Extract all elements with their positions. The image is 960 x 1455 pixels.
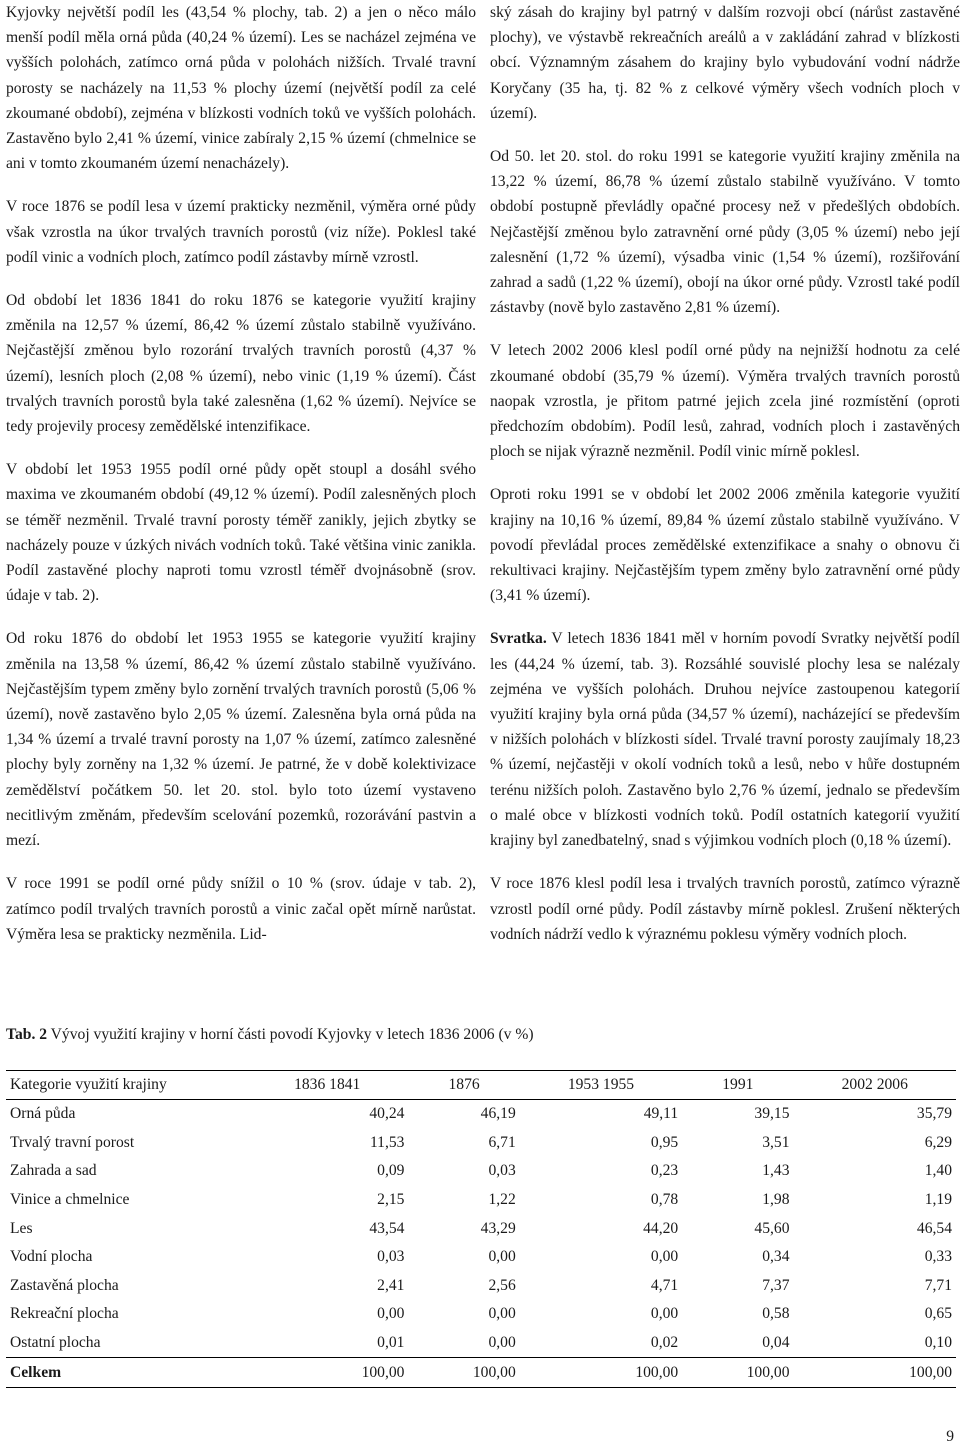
value-cell: 1,19 bbox=[924, 1191, 952, 1209]
value-cell: 1,22 bbox=[488, 1191, 516, 1209]
value-cell: 0,03 bbox=[377, 1248, 405, 1266]
value-cell: 0,01 bbox=[377, 1334, 405, 1352]
value-cell: 2,56 bbox=[488, 1276, 516, 1294]
category-cell: Orná půda bbox=[10, 1105, 76, 1123]
value-cell: 2,41 bbox=[377, 1276, 405, 1294]
table-row bbox=[6, 1100, 956, 1129]
land-use-table bbox=[6, 1070, 956, 1388]
category-cell: Vinice a chmelnice bbox=[10, 1191, 130, 1209]
table-row bbox=[6, 1329, 956, 1358]
value-cell: 11,53 bbox=[369, 1133, 405, 1151]
category-cell: Celkem bbox=[6, 1358, 246, 1388]
paragraph: Od roku 1876 do období let 1953 1955 se kategorie využití krajiny změnila na 13,58 % území, 86,42 % území zůstalo stabilně využíváno. Nejčastějším typem změny bylo zornění trvalých travních porostů (5,06 % území), nově zastavěno bylo 2,05 % území. Zalesněna byla orná půda na 1,34 % území a trvalé travní porosty na 1,07 % území, zatímco zalesněné plochy byly zorněny na 1,32 % území. Je patrné, že v době kolektivizace zemědělství počátkem 50. let 20. stol. bylo toto území vystaveno necitlivým změnám, především scelování pozemků, rozorávání pastvin a mezí. bbox=[6, 630, 476, 850]
category-cell: Zahrada a sad bbox=[10, 1162, 97, 1180]
value-cell: 100,00 bbox=[794, 1358, 957, 1388]
value-cell: 35,79 bbox=[916, 1105, 952, 1123]
paragraph: V roce 1876 se podíl lesa v území prakticky nezměnil, výměra orné půdy však vzrostla na úkor trvalých travních porostů (viz níže). Poklesl také podíl vinic a vodních ploch, zatímco podíl zástavby mírně vzrostl. bbox=[6, 198, 476, 266]
value-cell: 45,60 bbox=[754, 1219, 790, 1237]
value-cell: 0,00 bbox=[488, 1248, 516, 1266]
column-header: 2002 2006 bbox=[794, 1071, 957, 1100]
column-header: 1991 bbox=[682, 1071, 793, 1100]
value-cell: 1,43 bbox=[762, 1162, 790, 1180]
value-cell: 0,00 bbox=[650, 1305, 679, 1323]
value-cell: 0,00 bbox=[488, 1334, 516, 1352]
paragraph-text: V letech 1836 1841 měl v horním povodí Svratky největší podíl les (44,24 % území, tab. 3). Rozsáhlé souvislé plochy lesa se nalézaly zejména ve vyšších polohách. Druhou nejvíce zastoupenou kategorií využití krajiny byla orná půda (34,57 % území), nacházející se především v nižších polohách v blízkosti sídel. Trvalé travní porosty zaujímaly 18,23 % území, nejčastěji v okolí vodních toků a lesů, nebo v hůře dostupném terénu nižších poloh. Zastavěno bylo 2,76 % území, jednalo se především o malé obce v blízkosti vodních toků. Podíl ostatních kategorií využití krajiny byl zanedbatelný, snad s výjimkou vodních ploch (0,18 % území). bbox=[490, 630, 960, 850]
column-header: 1953 1955 bbox=[520, 1071, 682, 1100]
value-cell: 100,00 bbox=[408, 1358, 519, 1388]
value-cell: 4,71 bbox=[650, 1276, 679, 1294]
table-row bbox=[6, 1300, 956, 1329]
left-column bbox=[6, 0, 476, 965]
value-cell: 2,15 bbox=[377, 1191, 405, 1209]
paragraph: V roce 1876 klesl podíl lesa i trvalých travních porostů, zatímco výrazně vzrostl podíl orné půdy. Podíl zástavby mírně poklesl. Zrušení některých vodních nádrží vedlo k výraznému poklesu výměry vodních ploch. bbox=[490, 875, 960, 943]
paragraph: V letech 2002 2006 klesl podíl orné půdy na nejnižší hodnotu za celé zkoumané období (35,79 % území). Výměra trvalých travních porostů naopak vzrostla, je přitom patrné jejich zcela jiné rozmístění (oproti předchozím obdobím). Podíl lesů, zahrad, vodních ploch i zastavěných ploch se nijak výrazně nezměnil. Podíl vinic mírně poklesl. bbox=[490, 342, 960, 461]
category-cell: Zastavěná plocha bbox=[10, 1276, 119, 1294]
value-cell: 0,95 bbox=[650, 1133, 679, 1151]
two-column-body bbox=[6, 0, 960, 965]
paragraph: V období let 1953 1955 podíl orné půdy opět stoupl a dosáhl svého maxima ve zkoumaném období (49,12 % území). Podíl zalesněných ploch se téměř nezměnil. Trvalé travní porosty téměř zanikly, jejich zbytky se nacházely pouze v úzkých nivách vodních toků. Také většina vinic zanikla. Podíl zastavěné plochy naproti tomu vzrostl téměř dvojnásobně (srov. údaje v tab. 2). bbox=[6, 461, 476, 605]
value-cell: 0,78 bbox=[650, 1191, 679, 1209]
value-cell: 46,19 bbox=[480, 1105, 516, 1123]
table-row bbox=[6, 1186, 956, 1215]
table-caption-text: Vývoj využití krajiny v horní části povodí Kyjovky v letech 1836 2006 (v %) bbox=[47, 1026, 534, 1043]
value-cell: 46,54 bbox=[916, 1219, 952, 1237]
section-heading-svratka: Svratka. bbox=[490, 630, 547, 648]
value-cell: 0,34 bbox=[762, 1248, 790, 1266]
value-cell: 0,02 bbox=[650, 1334, 679, 1352]
value-cell: 0,00 bbox=[650, 1248, 679, 1266]
paragraph: ský zásah do krajiny byl patrný v dalším rozvoji obcí (nárůst zastavěné plochy), ve výstavbě rekreačních areálů a v zakládání zahrad v blízkosti obcí. Významným zásahem do krajiny bylo vybudování vodní nádrže Koryčany (35 ha, tj. 82 % z celkové výměry všech vodních ploch v území). bbox=[490, 4, 960, 122]
value-cell: 100,00 bbox=[246, 1358, 408, 1388]
value-cell: 0,33 bbox=[924, 1248, 952, 1266]
table-caption bbox=[6, 1024, 534, 1046]
paragraph: V roce 1991 se podíl orné půdy snížil o 10 % (srov. údaje v tab. 2), zatímco podíl trvalých travních porostů a vinic začal opět mírně narůstat. Výměra lesa se prakticky nezměnila. Lid- bbox=[6, 875, 476, 943]
value-cell: 0,09 bbox=[377, 1162, 405, 1180]
paragraph: Oproti roku 1991 se v období let 2002 2006 změnila kategorie využití krajiny na 10,16 % území, 89,84 % území zůstalo stabilně využíváno. V povodí převládal proces zemědělské extenzifikace a snahy o obnovu či rekultivaci krajiny. Nejčastějším typem změny bylo zatravnění orné půdy (3,41 % území). bbox=[490, 486, 960, 605]
column-header: 1836 1841 bbox=[246, 1071, 408, 1100]
category-cell: Rekreační plocha bbox=[10, 1305, 119, 1323]
table-row bbox=[6, 1214, 956, 1243]
value-cell: 0,00 bbox=[488, 1305, 516, 1323]
table-label: Tab. 2 bbox=[6, 1026, 48, 1043]
value-cell: 40,24 bbox=[369, 1105, 405, 1123]
table-row bbox=[6, 1157, 956, 1186]
column-header: 1876 bbox=[408, 1071, 519, 1100]
paragraph: Kyjovky největší podíl les (43,54 % plochy, tab. 2) a jen o něco málo menší podíl měla orná půda (40,24 % území). Les se nacházel zejména ve vyšších polohách, zatímco orná půda v polohách nižších. Trvalé travní porosty se nacházely na 11,53 % plochy území (největší podíl za celé zkoumané období), zejména v blízkosti vodních toků ve vyšších polohách. Zastavěno bylo 2,41 % území, vinice zabíraly 2,15 % území (chmelnice se ani v tomto zkoumaném území nenacházely). bbox=[6, 4, 476, 173]
column-header: Kategorie využití krajiny bbox=[6, 1071, 246, 1100]
value-cell: 0,00 bbox=[377, 1305, 405, 1323]
category-cell: Ostatní plocha bbox=[10, 1334, 101, 1352]
table-total-row bbox=[6, 1358, 956, 1388]
category-cell: Vodní plocha bbox=[10, 1248, 93, 1266]
value-cell: 7,37 bbox=[762, 1276, 790, 1294]
value-cell: 6,29 bbox=[924, 1133, 952, 1151]
category-cell: Les bbox=[10, 1219, 33, 1237]
value-cell: 0,23 bbox=[650, 1162, 679, 1180]
paragraph: Od období let 1836 1841 do roku 1876 se kategorie využití krajiny změnila na 12,57 % území, 86,42 % území zůstalo stabilně využíváno. Nejčastější změnou bylo rozorání trvalých travních porostů (4,37 % území), lesních ploch (2,08 % území), nebo vinic (1,19 % území). Část trvalých travních porostů byla také zalesněna (1,62 % území). Nejvíce se tedy projevily procesy zemědělské intenzifikace. bbox=[6, 292, 476, 436]
value-cell: 6,71 bbox=[488, 1133, 516, 1151]
right-column bbox=[490, 0, 960, 965]
category-cell: Trvalý travní porost bbox=[10, 1133, 135, 1151]
svratka-paragraph bbox=[490, 626, 960, 853]
value-cell: 100,00 bbox=[520, 1358, 682, 1388]
value-cell: 0,10 bbox=[924, 1334, 952, 1352]
table-row bbox=[6, 1129, 956, 1158]
value-cell: 49,11 bbox=[643, 1105, 679, 1123]
value-cell: 0,58 bbox=[762, 1305, 790, 1323]
value-cell: 7,71 bbox=[924, 1276, 952, 1294]
table-header-row bbox=[6, 1071, 956, 1100]
value-cell: 1,98 bbox=[762, 1191, 790, 1209]
value-cell: 3,51 bbox=[762, 1133, 790, 1151]
table-row bbox=[6, 1272, 956, 1301]
value-cell: 1,40 bbox=[924, 1162, 952, 1180]
page-number: 9 bbox=[946, 1428, 954, 1445]
value-cell: 0,65 bbox=[924, 1305, 952, 1323]
table-row bbox=[6, 1243, 956, 1272]
value-cell: 100,00 bbox=[682, 1358, 793, 1388]
value-cell: 44,20 bbox=[643, 1219, 679, 1237]
paragraph: Od 50. let 20. stol. do roku 1991 se kategorie využití krajiny změnila na 13,22 % území, 86,78 % území zůstalo stabilně využíváno. V tomto období postupně převládly opačné procesy než v předešlých obdobích. Nejčastější změnou bylo zatravnění orné půdy (3,05 % území) nebo její zalesnění (1,72 % území), výsadba vinic (1,54 % území), rozšiřování zahrad a sadů (1,22 % území), obojí na úkor orné půdy. Vzrostl také podíl zástavby (nově bylo zastavěno 2,81 % území). bbox=[490, 148, 960, 317]
value-cell: 0,03 bbox=[488, 1162, 516, 1180]
value-cell: 43,54 bbox=[369, 1219, 405, 1237]
value-cell: 39,15 bbox=[754, 1105, 790, 1123]
value-cell: 43,29 bbox=[480, 1219, 516, 1237]
value-cell: 0,04 bbox=[762, 1334, 790, 1352]
